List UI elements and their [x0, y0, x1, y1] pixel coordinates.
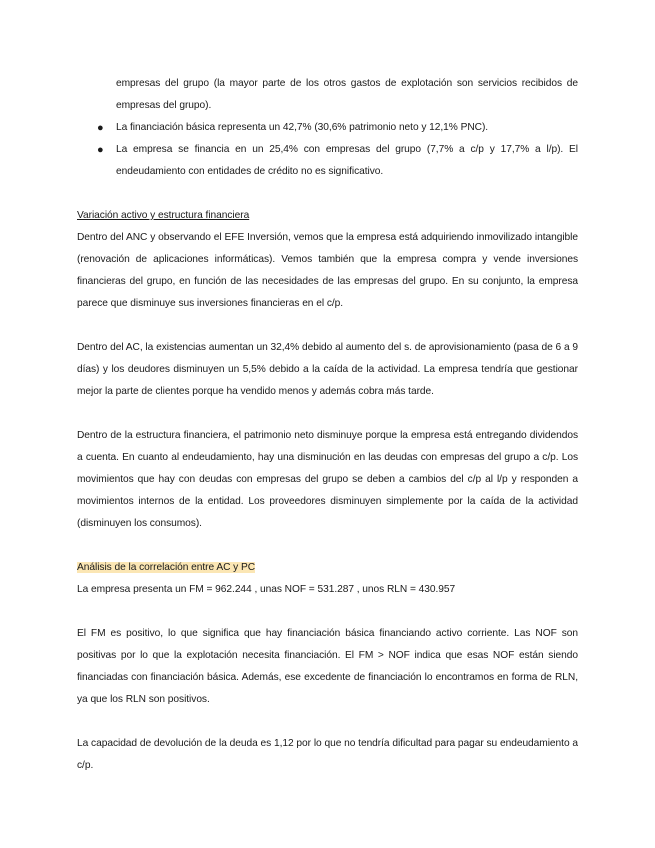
- paragraph-ac: Dentro del AC, la existencias aumentan un 32,4% debido al aumento del s. de aprovisionamiento (pasa de 6 a 9 días) y los deudores disminuyen un 5,5% debido a la caída de la actividad. La empresa tendría que gestionar mejor la parte de clientes porque ha vendido menos y además cobra más tarde.: [77, 342, 578, 397]
- section-heading-text: Variación activo y estructura financiera: [77, 210, 250, 221]
- paragraph-anc: Dentro del ANC y observando el EFE Inversión, vemos que la empresa está adquiriendo inmovilizado intangible (renovación de aplicaciones informáticas). Vemos también que la empresa compra y vende inversiones financieras del grupo, en función de las necesidades de las empresas del grupo. En su conjunto, la empresa parece que disminuye sus inversiones financieras en el c/p.: [77, 232, 578, 309]
- paragraph-capacidad: La capacidad de devolución de la deuda es 1,12 por lo que no tendría dificultad para pagar su endeudamiento a c/p.: [77, 738, 578, 771]
- paragraph-estructura: Dentro de la estructura financiera, el patrimonio neto disminuye porque la empresa está entregando dividendos a cuenta. En cuanto al endeudamiento, hay una disminución en las deudas con empresas del grupo a c/p. Los movimientos que hay con deudas con empresas del grupo se deben a cambios del c/p al l/p y responden a movimientos internos de la entidad. Los proveedores disminuyen simplemente por la caída de la actividad (disminuyen los consumos).: [77, 430, 578, 529]
- bullet-text: La financiación básica representa un 42,7% (30,6% patrimonio neto y 12,1% PNC).: [116, 122, 489, 133]
- document-body: [77, 73, 578, 777]
- section-heading-analisis: [77, 557, 578, 579]
- continued-paragraph: empresas del grupo (la mayor parte de los otros gastos de explotación son servicios recibidos de empresas del grupo).: [116, 78, 578, 111]
- section-heading-variacion: [77, 205, 578, 227]
- paragraph-intro-fm: La empresa presenta un FM = 962.244 , unas NOF = 531.287 , unos RLN = 430.957: [77, 584, 456, 595]
- bullet-icon: ●: [97, 144, 104, 156]
- bullet-icon: ●: [97, 122, 104, 134]
- bullet-text: La empresa se financia en un 25,4% con empresas del grupo (7,7% a c/p y 17,7% a l/p). El endeudamiento con entidades de crédito no es significativo.: [116, 144, 578, 177]
- bullet-list: [77, 117, 578, 183]
- bullet-item: [77, 139, 578, 183]
- bullet-item: [77, 117, 578, 139]
- paragraph-fm: El FM es positivo, lo que significa que hay financiación básica financiando activo corriente. Las NOF son positivas por lo que la explotación necesita financiación. El FM > NOF indica que esas NOF están siendo financiadas con financiación básica. Además, ese excedente de financiación lo encontramos en forma de RLN, ya que los RLN son positivos.: [77, 628, 578, 705]
- section-heading-text: Análisis de la correlación entre AC y PC: [77, 562, 256, 573]
